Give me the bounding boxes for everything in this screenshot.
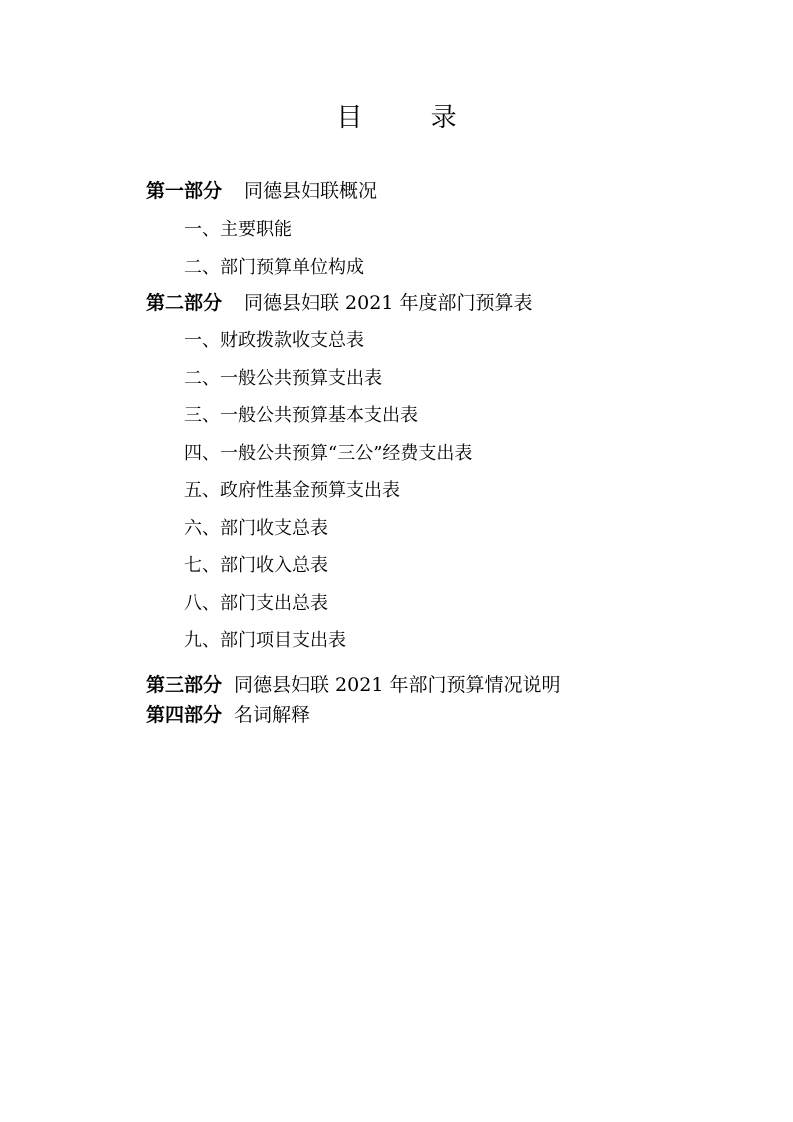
- toc-item[interactable]: 六、部门收支总表: [184, 518, 328, 539]
- page-title: 目 录: [336, 103, 487, 133]
- toc-item[interactable]: 一、财政拨款收支总表: [184, 330, 364, 351]
- toc-item[interactable]: 二、一般公共预算支出表: [184, 368, 382, 389]
- toc-item[interactable]: 八、部门支出总表: [184, 593, 328, 614]
- part-number: 第一部分: [146, 180, 223, 202]
- toc-item[interactable]: 七、部门收入总表: [184, 555, 328, 576]
- toc-part-3[interactable]: [146, 672, 560, 698]
- part-number: 第四部分: [146, 704, 223, 726]
- part-title: 同德县妇联概况: [244, 180, 378, 202]
- part-title: 同德县妇联 2021 年度部门预算表: [244, 292, 533, 314]
- toc-item[interactable]: 五、政府性基金预算支出表: [184, 480, 400, 501]
- toc-item[interactable]: 二、部门预算单位构成: [184, 257, 364, 278]
- toc-part-2[interactable]: [146, 290, 532, 316]
- part-title: 同德县妇联 2021 年部门预算情况说明: [234, 674, 561, 696]
- toc-item[interactable]: 九、部门项目支出表: [184, 630, 346, 651]
- part-number: 第二部分: [146, 292, 223, 314]
- part-title: 名词解释: [234, 704, 311, 726]
- toc-part-4[interactable]: [146, 702, 310, 728]
- toc-item[interactable]: 四、一般公共预算“三公”经费支出表: [184, 443, 473, 464]
- toc-item[interactable]: 一、主要职能: [184, 219, 292, 240]
- part-number: 第三部分: [146, 674, 223, 696]
- toc-item[interactable]: 三、一般公共预算基本支出表: [184, 405, 418, 426]
- toc-part-1[interactable]: [146, 178, 377, 204]
